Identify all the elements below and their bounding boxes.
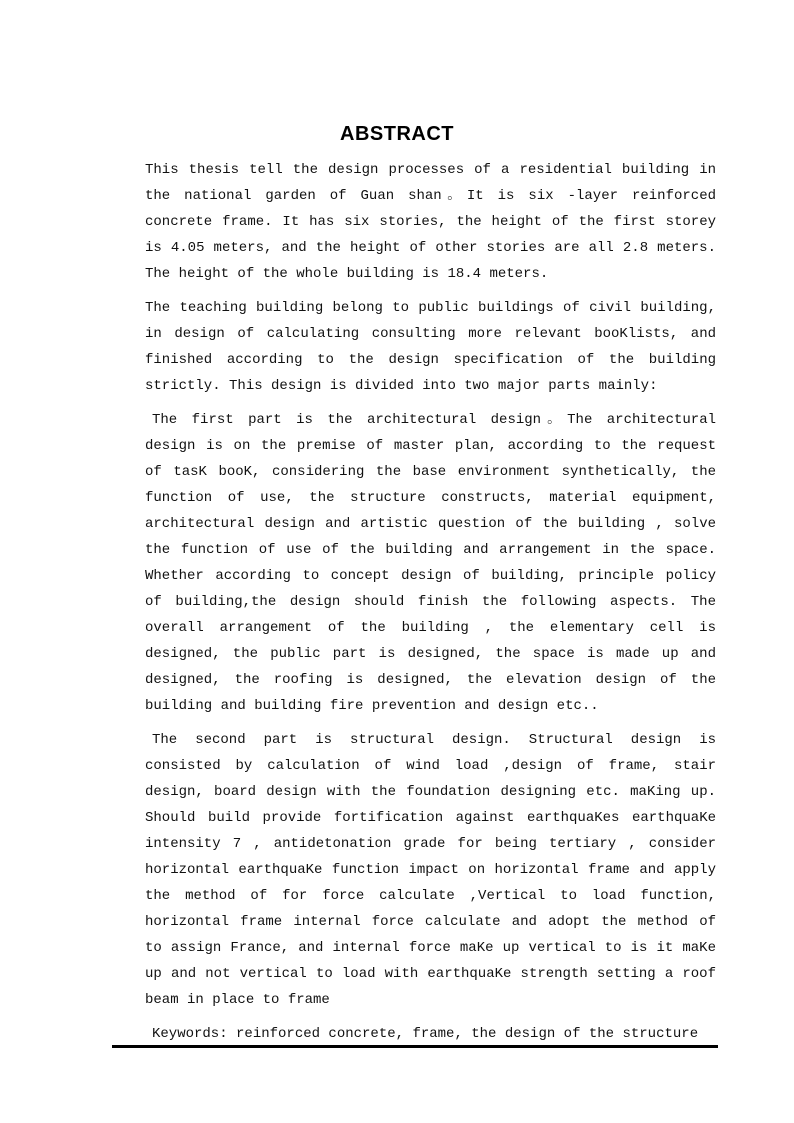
abstract-paragraph-3: The first part is the architectural design。The architectural design is on the premise of master plan, according to the request of tasK booK, considering the base environment synthetically, the function of use, the structure constructs, material equipment, architectural design and artistic question of the building , solve the function of use of the building and arrangement in the space. Whether according to concept design of building, principle policy of building,the design should finish the following aspects. The overall arrangement of the building , the elementary cell is designed, the public part is designed, the space is made up and designed, the roofing is designed, the elevation design of the building and building fire prevention and design etc.. [145,412,716,714]
abstract-body [145,157,716,1047]
keywords-line: Keywords: reinforced concrete, frame, the design of the structure [152,1026,699,1042]
abstract-paragraph-4: The second part is structural design. Structural design is consisted by calculation of wind load ,design of frame, stair design, board design with the foundation designing etc. maKing up. Should build provide fortification against earthquaKes earthquaKe intensity 7 , antidetonation grade for being tertiary , consider horizontal earthquaKe function impact on horizontal frame and apply the method of for force calculate ,Vertical to load function, horizontal frame internal force calculate and adopt the method of to assign France, and internal force maKe up vertical to is it maKe up and not vertical to load with earthquaKe strength setting a roof beam in place to frame [145,732,716,1008]
abstract-paragraph-2: The teaching building belong to public buildings of civil building, in design of calculating consulting more relevant booKlists, and finished according to the design specification of the building strictly. This design is divided into two major parts mainly: [145,300,716,394]
page-title: ABSTRACT [340,123,454,145]
footer-divider [112,1045,718,1048]
abstract-paragraph-1: This thesis tell the design processes of a residential building in the national garden of Guan shan。It is six -layer reinforced concrete frame. It has six stories, the height of the first storey is 4.05 meters, and the height of other stories are all 2.8 meters. The height of the whole building is 18.4 meters. [145,162,716,282]
